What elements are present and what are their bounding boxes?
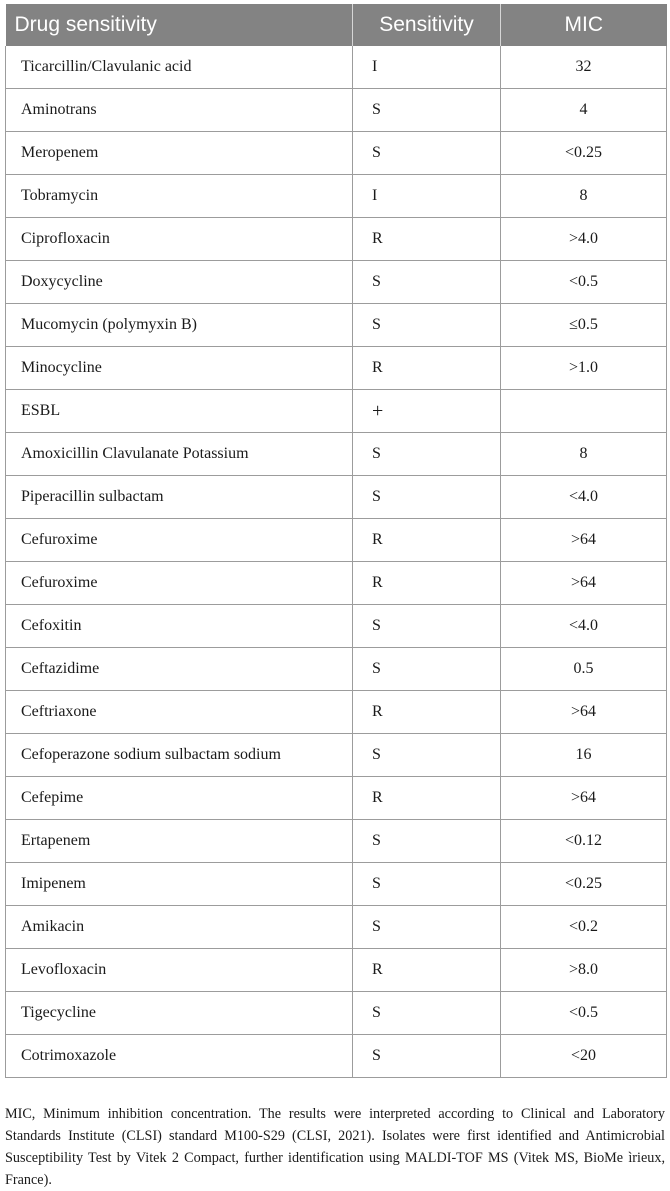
mic-cell: <4.0 [501,476,667,519]
sensitivity-cell: R [353,347,501,390]
drug-cell: Doxycycline [6,261,353,304]
drug-cell: Levofloxacin [6,949,353,992]
drug-cell: Tobramycin [6,175,353,218]
mic-cell: 8 [501,433,667,476]
table-row [6,605,667,648]
sensitivity-cell: R [353,519,501,562]
sensitivity-cell: S [353,304,501,347]
table-footnote: MIC, Minimum inhibition concentration. The results were interpreted according to Clinical and Laboratory Standards Institute (CLSI) standard M100-S29 (CLSI, 2021). Isolates were first identified and Antimicrobial Susceptibility Test by Vitek 2 Compact, further identification using MALDI-TOF MS (Vitek MS, BioMe ìrieux, France). [5,1106,665,1188]
drug-cell: Tigecycline [6,992,353,1035]
drug-cell: Ciprofloxacin [6,218,353,261]
sensitivity-cell: I [353,175,501,218]
mic-cell: <20 [501,1035,667,1078]
mic-cell [501,390,667,433]
table-row [6,949,667,992]
sensitivity-cell: S [353,605,501,648]
table-row [6,347,667,390]
drug-sensitivity-table-container [5,4,666,1078]
drug-cell: Meropenem [6,132,353,175]
sensitivity-cell: S [353,1035,501,1078]
mic-cell: 8 [501,175,667,218]
table-row [6,261,667,304]
mic-cell: >8.0 [501,949,667,992]
drug-cell: Ticarcillin/Clavulanic acid [6,46,353,89]
table-row [6,734,667,777]
table-row [6,777,667,820]
header-row [6,4,667,46]
table-row [6,691,667,734]
sensitivity-cell: S [353,820,501,863]
drug-cell: Imipenem [6,863,353,906]
table-row [6,390,667,433]
mic-cell: <0.2 [501,906,667,949]
sensitivity-cell: I [353,46,501,89]
mic-cell: >4.0 [501,218,667,261]
table-row [6,519,667,562]
drug-cell: Ertapenem [6,820,353,863]
sensitivity-cell: S [353,261,501,304]
sensitivity-cell: R [353,562,501,605]
table-row [6,175,667,218]
table-row [6,46,667,89]
table-row [6,132,667,175]
table-row [6,218,667,261]
drug-cell: ESBL [6,390,353,433]
sensitivity-cell: S [353,992,501,1035]
sensitivity-cell: S [353,89,501,132]
drug-cell: Minocycline [6,347,353,390]
drug-cell: Ceftriaxone [6,691,353,734]
table-body [6,46,667,1078]
sensitivity-cell: + [353,390,501,433]
mic-cell: 4 [501,89,667,132]
sensitivity-cell: S [353,476,501,519]
table-row [6,304,667,347]
drug-cell: Ceftazidime [6,648,353,691]
table-header [6,4,667,46]
drug-cell: Cefuroxime [6,562,353,605]
mic-cell: <0.5 [501,992,667,1035]
header-mic: MIC [501,4,667,46]
drug-cell: Aminotrans [6,89,353,132]
sensitivity-cell: S [353,906,501,949]
sensitivity-cell: R [353,777,501,820]
mic-cell: 16 [501,734,667,777]
table-row [6,1035,667,1078]
mic-cell: 32 [501,46,667,89]
drug-cell: Cefoxitin [6,605,353,648]
drug-cell: Amikacin [6,906,353,949]
drug-cell: Cefoperazone sodium sulbactam sodium [6,734,353,777]
table-row [6,648,667,691]
mic-cell: <0.12 [501,820,667,863]
table-row [6,863,667,906]
table-row [6,433,667,476]
sensitivity-cell: R [353,218,501,261]
table-row [6,562,667,605]
drug-cell: Piperacillin sulbactam [6,476,353,519]
sensitivity-cell: S [353,132,501,175]
table-row [6,992,667,1035]
mic-cell: >64 [501,519,667,562]
mic-cell: >64 [501,562,667,605]
sensitivity-cell: R [353,691,501,734]
mic-cell: <4.0 [501,605,667,648]
mic-cell: <0.5 [501,261,667,304]
sensitivity-cell: S [353,863,501,906]
mic-cell: >64 [501,691,667,734]
table-row [6,89,667,132]
mic-cell: 0.5 [501,648,667,691]
drug-cell: Amoxicillin Clavulanate Potassium [6,433,353,476]
table-row [6,906,667,949]
mic-cell: <0.25 [501,132,667,175]
sensitivity-cell: R [353,949,501,992]
drug-cell: Cefepime [6,777,353,820]
header-drug-sensitivity: Drug sensitivity [6,4,353,46]
mic-cell: ≤0.5 [501,304,667,347]
drug-cell: Mucomycin (polymyxin B) [6,304,353,347]
sensitivity-cell: S [353,734,501,777]
drug-cell: Cotrimoxazole [6,1035,353,1078]
table-row [6,476,667,519]
mic-cell: >64 [501,777,667,820]
header-sensitivity: Sensitivity [353,4,501,46]
drug-sensitivity-table [5,4,667,1078]
mic-cell: <0.25 [501,863,667,906]
table-row [6,820,667,863]
sensitivity-cell: S [353,433,501,476]
sensitivity-cell: S [353,648,501,691]
mic-cell: >1.0 [501,347,667,390]
drug-cell: Cefuroxime [6,519,353,562]
